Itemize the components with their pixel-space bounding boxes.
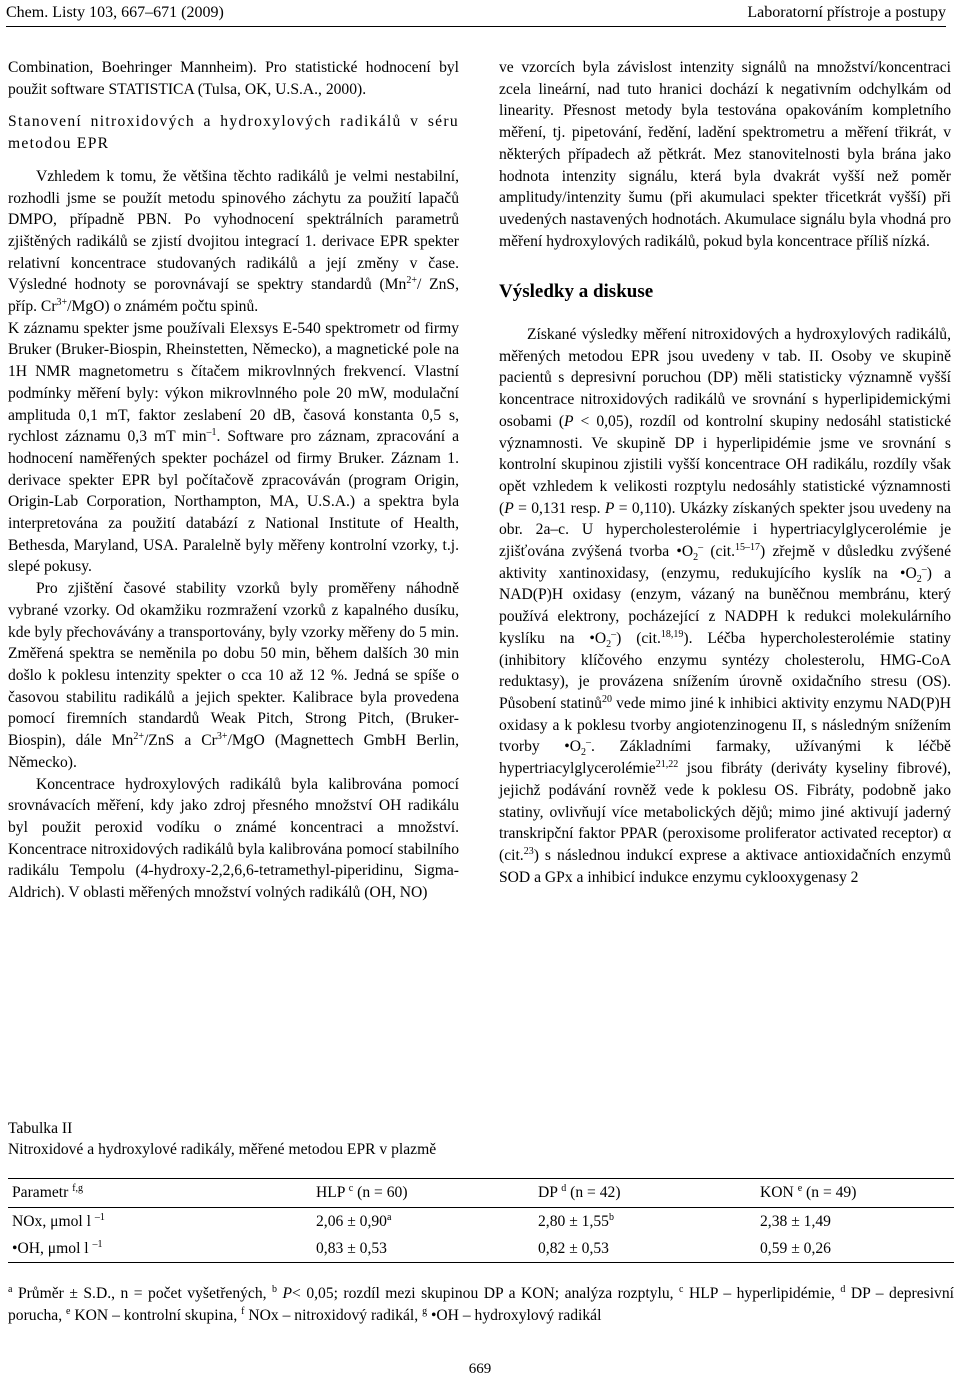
page-number: 669 [468, 1361, 492, 1377]
paragraph: Získané výsledky měření nitroxidových a hydroxylových radikálů, měřených metodou EPR jsou uvedeny v tab. II. Osoby ve skupině pacientů s depresivní poruchou (DP) měli statisticky významně vyšší koncentrace nitroxidových radikálů ve srovnání s hyperlipidemickými osobami (P < 0,05), rozdíl od kontrolní skupiny nedosáhl statistické významnosti. Ve skupině DP i hyperlipidémie jsme ve srovnání s kontrolní skupinou zjistili vyšší koncentrace OH radikálu, rozdíly však opět vzhledem k velikosti rozptylu nedosáhly statistické významnosti (P = 0,131 resp. P = 0,110). Ukázky získaných spekter jsou uvedeny na obr. 2a–c. U hypercholesterolémie i hypertriacylglycerolémie je zjišťována zvýšená tvorba $•O_2^-$ (cit.$^{15-17}$) zřejmě v důsledku zvýšené aktivity xantinoxidasy, (enzymu, redukujícího kyslík na $•O_2^-$) a NAD(P)H oxidasy (enzym, vázaný na buněčnou membránu, který používá elektrony, pocházející z NADPH k redukci molekulárního kyslíku na $•O_2^-$) (cit.$^{18,19}$). Léčba hypercholesterolémie statiny (inhibitory klíčového enzymu syntézy cholesterolu, HMG-CoA reduktasy), je provázena snížením úrovně oxidačního stresu (OS). Působení statinů$^{20}$ vede mimo jiné k inhibici aktivity enzymu NAD(P)H oxidasy a k poklesu tvorby angiotenzinogenu II, s následným snížením tvorby $•O_2^-$. Základními farmaky, užívanými k léčbě hypertriacylglycerolémie$^{21,22}$ jsou fibráty (deriváty kyseliny fibrové), jejichž podávání rovněž vede k poklesu OS. Fibráty, podobně jako statiny, ovlivňují více metabolických dějů; mimo jiné aktivují jaderný transkripční faktor PPAR (peroxisome proliferator activated receptor) α (cit.$^{23}$) s následnou indukcí exprese a aktivace antioxidačních enzymů SOD a GPx a inhibicí indukce enzymu cyklooxygenasy 2 [499, 326, 952, 886]
table-row [8, 1235, 954, 1263]
table-cell: 2,06 ± 0,90$^a$ [316, 1211, 392, 1230]
section-label: Laboratorní přístroje a postupy [747, 4, 946, 21]
table-row [8, 1208, 954, 1236]
table-label: Tabulka II [8, 1120, 73, 1137]
table-cell: 2,38 ± 1,49 [760, 1212, 831, 1230]
table-footnote: $^a$ Průměr ± S.D., n = počet vyšetřených, $^b$ P< 0,05; rozdíl mezi skupinou DP a KON; analýza rozptylu, $^c$ HLP – hyperlipidémie, $^d$ DP – depresivní porucha, $^e$ KON – kontrolní skupina, $^f$ NOx – nitroxidový radikál, $^g$ •OH – hydroxylový radikál [8, 1283, 954, 1324]
table-cell: NOx, μmol l $^{-1}$ [12, 1211, 105, 1230]
paragraph: ve vzorcích byla závislost intenzity signálů na množství/koncentraci zcela lineární, nad tuto hranici dochází k negativním odchylkám od linearity. Přesnost metody byla testována opakováním kompletního měření, tj. pipetování, ředění, ladění spektrometru a měření třikrát, v některých případech až pětkrát. Mez stanovitelnosti byla brána jako hodnota intenzity signálu, která byla dvakrát vyšší než poměr amplitudy/intenzity šumu (při akumulaci spekter třicetkrát vyšší) při uvedených nastavených hodnotách. Akumulace signálu byla vhodná pro měření hydroxylových radikálů, pokud byla koncentrace příliš nízká. [499, 59, 951, 250]
header-cell: Parametr $^{f,g}$ [8, 1179, 312, 1208]
paragraph: Vzhledem k tomu, že většina těchto radikálů je velmi nestabilní, rozhodli jsme se použít metodu spinového záchytu za použití lapačů DMPO, případně PBN. Po vyhodnocení spektrálních parametrů zjištěných radikálů se zjistí dvojitou integrací 1. derivace EPR spekter relativní koncentrace studovaných radikálů a její změny v čase. Výsledné hodnoty se porovnávají se spektry standardů ($Mn^{2+}/$ ZnS, příp. $Cr^{3+}/MgO$) o známém počtu spinů. [8, 167, 459, 316]
running-header [6, 0, 946, 27]
table-cell: 0,59 ± 0,26 [756, 1235, 954, 1263]
header-cell: KON $^e$ (n = 49) [756, 1179, 954, 1208]
journal-citation: Chem. Listy 103, 667–671 (2009) [6, 4, 224, 21]
header-cell: DP $^d$ (n = 42) [534, 1179, 756, 1208]
paragraph: K záznamu spekter jsme používali Elexsys E-540 spektrometr od firmy Bruker (Bruker-Biospin, Rheinstetten, Německo), a magnetické pole na 1H NMR magnetometru s čítačem mikrovlnných frekvencí. Vlastní podmínky měření byly: výkon mikrovlnného pole 20 mW, modulační amplituda 0,1 mT, faktor zeslabení 20 dB, časová konstanta 0,5 s, rychlost záznamu 0,3 mT $\min^{-1}$. Software pro záznam, zpracování a hodnocení naměřených spekter pocházel od firmy Bruker. Záznam 1. derivace spekter EPR byl počítačově zpracováván (program Origin, Origin-Lab Corporation, Northampton, MA, U.S.A.) a spektra byla interpretována za použití databází z National Institute of Health, Bethesda, Maryland, USA. Paralelně byly měřeny kontrolní vzorky, t.j. slepé pokusy. [8, 319, 459, 576]
header-cell: HLP $^c$ (n = 60) [312, 1179, 534, 1208]
paragraph: Pro zjištění časové stability vzorků byly proměřeny náhodně vybrané vzorky. Od okamžiku rozmražení vzorků z kapalného dusíku, kde byly přechovávány a transportovány, byly vzorky měřeny do 5 min. Změřená spektra se neměnila po dobu 50 min, během dalších 30 min došlo k poklesu intenzity spekter o cca 10 až 12 %. Jedná se spíše o časovou stabilitu radikálů a jejich spekter. Kalibrace byla provedena pomocí firemních standardů Weak Pitch, Strong Pitch, (Bruker-Biospin), dále $Mn^{2+}$/ZnS a $Cr^{3+}$/MgO (Magnettech GmbH Berlin, Německo). [8, 580, 460, 771]
paragraph: Koncentrace hydroxylových radikálů byla kalibrována pomocí srovnávacích měření, kdy jako zdroj přesného množství OH radikálu byl použit peroxid vodíku o známé koncentraci a množství. Koncentrace nitroxidových radikálů byla kalibrována pomocí stabilního radikálu Tempolu (4-hydroxy-2,2,6,6-tetramethyl-piperidinu, Sigma-Aldrich). V oblasti měřených množství volných radikálů (OH, NO) [8, 775, 459, 902]
section-heading: Stanovení nitroxidových a hydroxylových radikálů v séru metodou EPR [8, 113, 459, 153]
table-cell: •OH, μmol l $^{-1}$ [8, 1235, 312, 1263]
table-caption: Nitroxidové a hydroxylové radikály, měřené metodou EPR v plazmě [8, 1141, 437, 1158]
table-block [8, 1118, 954, 1263]
results-heading: Výsledky a diskuse [499, 281, 654, 303]
right-column [499, 57, 951, 888]
left-column [8, 57, 459, 904]
table-cell: 0,82 ± 0,53 [534, 1235, 756, 1263]
table-header-row [8, 1179, 954, 1208]
results-table [8, 1178, 954, 1263]
table-cell: 2,80 ± 1,55$^b$ [538, 1211, 614, 1230]
table-cell: 0,83 ± 0,53 [312, 1235, 534, 1263]
paragraph: Combination, Boehringer Mannheim). Pro statistické hodnocení byl použit software STATISTICA (Tulsa, OK, U.S.A., 2000). [8, 59, 459, 98]
